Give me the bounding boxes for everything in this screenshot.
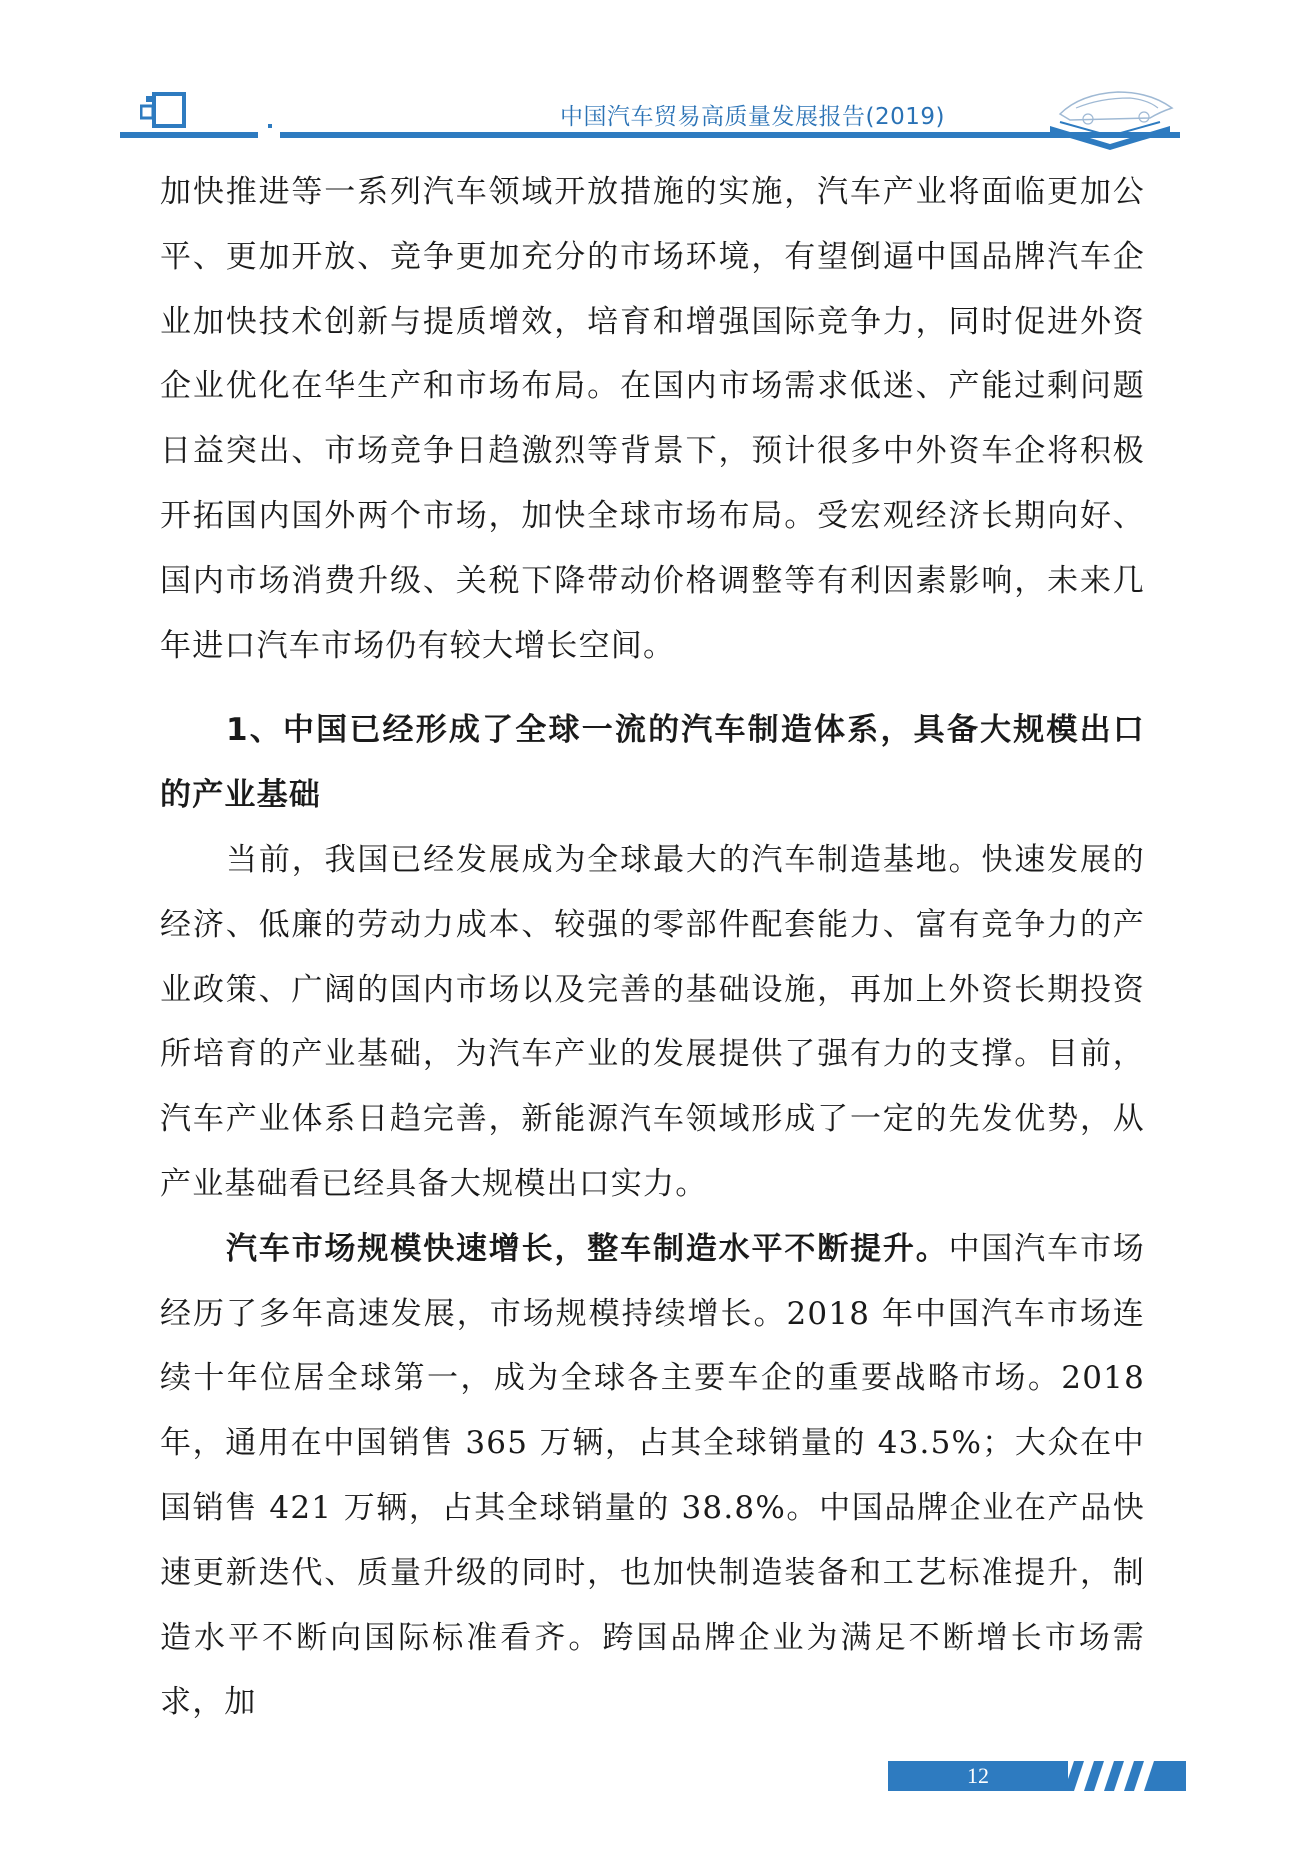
section-heading: 1、中国已经形成了全球一流的汽车制造体系，具备大规模出口的产业基础 (160, 712, 1145, 814)
document-body (160, 160, 1145, 1735)
paragraph-lead-sentence: 汽车市场规模快速增长，整车制造水平不断提升。 (226, 1230, 949, 1267)
footer-stripes-decoration (1060, 1761, 1186, 1791)
paragraph-body-text: 中国汽车市场经历了多年高速发展，市场规模持续增长。2018 年中国汽车市场连续十年位居全球第一，成为全球各主要车企的重要战略市场。2018 年，通用在中国销售 365 万辆，占其全球销量的 43.5%；大众在中国销售 421 万辆，占其全球销量的 38.8%。中国品牌企业在产品快速更新迭代、质量升级的同时，也加快制造装备和工艺标准提升，制造水平不断向国际标准看齐。跨国品牌企业为满足不断增长市场需求，加 (160, 1230, 1145, 1721)
report-logo-icon (140, 92, 186, 128)
header-divider-notch (258, 132, 280, 138)
paragraph-market-scale (160, 1217, 1145, 1735)
car-emblem-icon (1040, 86, 1180, 152)
paragraph-continuation: 加快推进等一系列汽车领域开放措施的实施，汽车产业将面临更加公平、更加开放、竞争更加充分的市场环境，有望倒逼中国品牌汽车企业加快技术创新与提质增效，培育和增强国际竞争力，同时促进外资企业优化在华生产和市场布局。在国内市场需求低迷、产能过剩问题日益突出、市场竞争日趋激烈等背景下，预计很多中外资车企将积极开拓国内国外两个市场，加快全球市场布局。受宏观经济长期向好、国内市场消费升级、关税下降带动价格调整等有利因素影响，未来几年进口汽车市场仍有较大增长空间。 (160, 174, 1145, 664)
report-title: 中国汽车贸易高质量发展报告(2019) (560, 104, 945, 130)
header-divider-dot (268, 124, 272, 128)
page-number: 12 (967, 1763, 989, 1788)
paragraph-manufacturing-base: 当前，我国已经发展成为全球最大的汽车制造基地。快速发展的经济、低廉的劳动力成本、较强的零部件配套能力、富有竞争力的产业政策、广阔的国内市场以及完善的基础设施，再加上外资长期投资所培育的产业基础，为汽车产业的发展提供了强有力的支撑。目前，汽车产业体系日趋完善，新能源汽车领域形成了一定的先发优势，从产业基础看已经具备大规模出口实力。 (160, 841, 1145, 1202)
page-header (0, 0, 1300, 160)
